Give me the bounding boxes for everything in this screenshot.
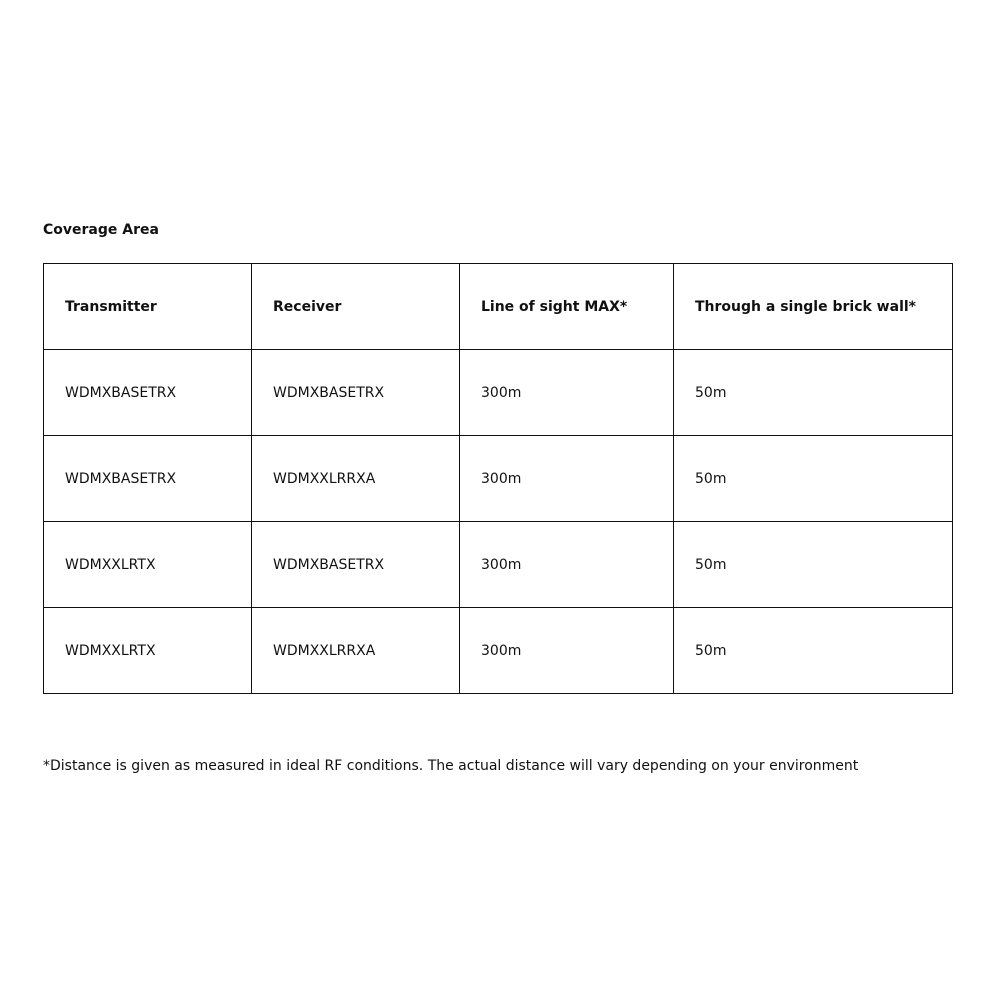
- cell-line-of-sight: 300m: [460, 608, 674, 694]
- cell-receiver: WDMXXLRRXA: [252, 608, 460, 694]
- section-title: Coverage Area: [43, 222, 159, 238]
- table-row: [44, 436, 953, 522]
- table-header-row: [44, 264, 953, 350]
- table-row: [44, 608, 953, 694]
- cell-receiver: WDMXBASETRX: [252, 522, 460, 608]
- cell-transmitter: WDMXBASETRX: [44, 436, 252, 522]
- table-row: [44, 350, 953, 436]
- cell-transmitter: WDMXBASETRX: [44, 350, 252, 436]
- column-header-transmitter: Transmitter: [44, 264, 252, 350]
- cell-line-of-sight: 300m: [460, 350, 674, 436]
- cell-transmitter: WDMXXLRTX: [44, 522, 252, 608]
- cell-transmitter: WDMXXLRTX: [44, 608, 252, 694]
- coverage-table: [43, 263, 953, 694]
- cell-brick-wall: 50m: [674, 436, 953, 522]
- column-header-line-of-sight: Line of sight MAX*: [460, 264, 674, 350]
- column-header-brick-wall: Through a single brick wall*: [674, 264, 953, 350]
- column-header-receiver: Receiver: [252, 264, 460, 350]
- cell-line-of-sight: 300m: [460, 436, 674, 522]
- cell-brick-wall: 50m: [674, 522, 953, 608]
- cell-receiver: WDMXXLRRXA: [252, 436, 460, 522]
- cell-line-of-sight: 300m: [460, 522, 674, 608]
- footnote: *Distance is given as measured in ideal RF conditions. The actual distance will vary depending on your environment: [43, 758, 859, 774]
- cell-brick-wall: 50m: [674, 350, 953, 436]
- cell-brick-wall: 50m: [674, 608, 953, 694]
- table-row: [44, 522, 953, 608]
- cell-receiver: WDMXBASETRX: [252, 350, 460, 436]
